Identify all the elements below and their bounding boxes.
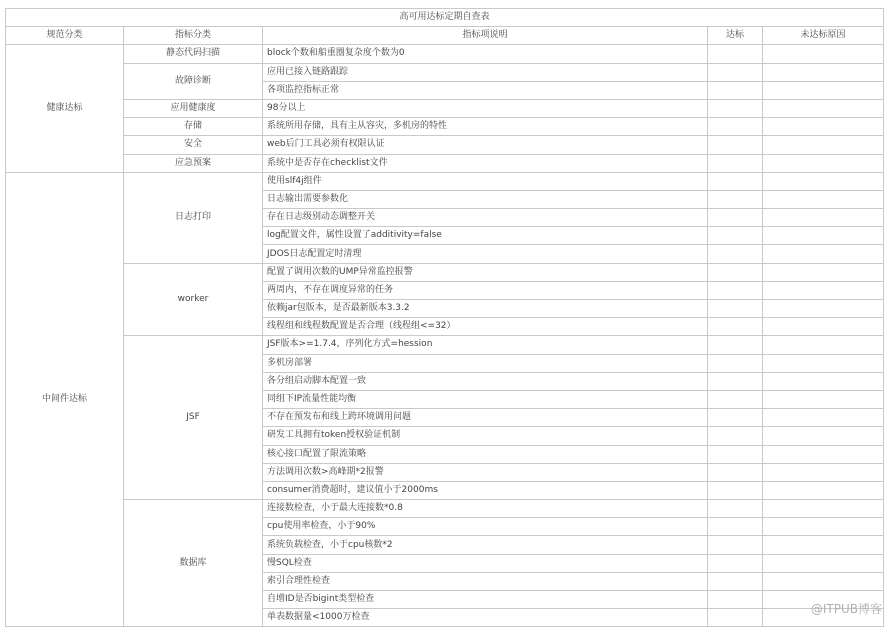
pass-cell[interactable] [708,45,763,63]
indicator-description-cell: 核心接口配置了限流策略 [263,445,708,463]
indicator-description-cell: 研发工具拥有token授权验证机制 [263,427,708,445]
indicator-description-cell: 索引合理性检查 [263,572,708,590]
pass-cell[interactable] [708,81,763,99]
pass-cell[interactable] [708,591,763,609]
indicator-description-cell: 各项监控指标正常 [263,81,708,99]
fail-reason-cell[interactable] [763,154,884,172]
pass-cell[interactable] [708,518,763,536]
indicator-description-cell: 存在日志级别动态调整开关 [263,209,708,227]
pass-cell[interactable] [708,336,763,354]
fail-reason-cell[interactable] [763,409,884,427]
indicator-description-cell: 应用已接入链路跟踪 [263,63,708,81]
fail-reason-cell[interactable] [763,536,884,554]
header-pass: 达标 [708,27,763,45]
fail-reason-cell[interactable] [763,118,884,136]
fail-reason-cell[interactable] [763,227,884,245]
indicator-description-cell: block个数和船重圈复杂度个数为0 [263,45,708,63]
indicator-category-cell: 应用健康度 [124,99,263,117]
fail-reason-cell[interactable] [763,190,884,208]
table-row [6,500,884,518]
indicator-category-cell: 日志打印 [124,172,263,263]
watermark: @ITPUB博客 [810,602,882,616]
fail-reason-cell[interactable] [763,136,884,154]
pass-cell[interactable] [708,190,763,208]
pass-cell[interactable] [708,609,763,627]
pass-cell[interactable] [708,209,763,227]
fail-reason-cell[interactable] [763,336,884,354]
pass-cell[interactable] [708,136,763,154]
indicator-description-cell: consumer消费超时，建议值小于2000ms [263,481,708,499]
fail-reason-cell[interactable] [763,518,884,536]
fail-reason-cell[interactable] [763,318,884,336]
indicator-category-cell: 存储 [124,118,263,136]
fail-reason-cell[interactable] [763,300,884,318]
indicator-description-cell: 各分组启动脚本配置一致 [263,372,708,390]
indicator-category-cell: 应急预案 [124,154,263,172]
fail-reason-cell[interactable] [763,481,884,499]
header-row [6,27,884,45]
fail-reason-cell[interactable] [763,427,884,445]
pass-cell[interactable] [708,99,763,117]
indicator-description-cell: 日志输出需要参数化 [263,190,708,208]
table-row [6,336,884,354]
indicator-category-cell: worker [124,263,263,336]
fail-reason-cell[interactable] [763,390,884,408]
header-fail-reason: 未达标原因 [763,27,884,45]
indicator-description-cell: 连接数检查，小于最大连接数*0.8 [263,500,708,518]
pass-cell[interactable] [708,500,763,518]
indicator-description-cell: 系统中是否存在checklist文件 [263,154,708,172]
self-check-table [5,8,884,627]
category-cell: 中间件达标 [6,172,124,627]
pass-cell[interactable] [708,372,763,390]
indicator-description-cell: 两周内，不存在调度异常的任务 [263,281,708,299]
fail-reason-cell[interactable] [763,81,884,99]
table-row [6,118,884,136]
pass-cell[interactable] [708,354,763,372]
pass-cell[interactable] [708,427,763,445]
indicator-description-cell: JSF版本>=1.7.4，序列化方式=hession [263,336,708,354]
indicator-description-cell: 不存在预发布和线上跨环境调用问题 [263,409,708,427]
indicator-description-cell: 自增ID是否bigint类型检查 [263,591,708,609]
indicator-description-cell: cpu使用率检查，小于90% [263,518,708,536]
fail-reason-cell[interactable] [763,372,884,390]
indicator-description-cell: 系统负载检查，小于cpu核数*2 [263,536,708,554]
fail-reason-cell[interactable] [763,263,884,281]
pass-cell[interactable] [708,245,763,263]
fail-reason-cell[interactable] [763,245,884,263]
indicator-description-cell: 同组下IP流量性能均衡 [263,390,708,408]
fail-reason-cell[interactable] [763,572,884,590]
pass-cell[interactable] [708,390,763,408]
pass-cell[interactable] [708,409,763,427]
indicator-description-cell: web后门工具必须有权限认证 [263,136,708,154]
table-row [6,263,884,281]
indicator-description-cell: 配置了调用次数的UMP异常监控报警 [263,263,708,281]
indicator-category-cell: 数据库 [124,500,263,627]
header-category: 规范分类 [6,27,124,45]
pass-cell[interactable] [708,118,763,136]
pass-cell[interactable] [708,445,763,463]
table-row [6,172,884,190]
pass-cell[interactable] [708,263,763,281]
fail-reason-cell[interactable] [763,99,884,117]
table-title: 高可用达标定期自查表 [6,9,884,27]
pass-cell[interactable] [708,572,763,590]
table-row [6,45,884,63]
indicator-description-cell: JDOS日志配置定时清理 [263,245,708,263]
indicator-description-cell: 系统所用存储，具有主从容灾，多机房的特性 [263,118,708,136]
category-cell: 健康达标 [6,45,124,172]
fail-reason-cell[interactable] [763,445,884,463]
fail-reason-cell[interactable] [763,45,884,63]
indicator-category-cell: 静态代码扫描 [124,45,263,63]
pass-cell[interactable] [708,281,763,299]
indicator-category-cell: 安全 [124,136,263,154]
fail-reason-cell[interactable] [763,281,884,299]
indicator-description-cell: 单表数据量<1000万检查 [263,609,708,627]
table-row [6,154,884,172]
indicator-description-cell: 使用slf4j组件 [263,172,708,190]
header-indicator-description: 指标项说明 [263,27,708,45]
pass-cell[interactable] [708,481,763,499]
fail-reason-cell[interactable] [763,463,884,481]
indicator-category-cell: JSF [124,336,263,500]
pass-cell[interactable] [708,536,763,554]
pass-cell[interactable] [708,463,763,481]
indicator-description-cell: 多机房部署 [263,354,708,372]
fail-reason-cell[interactable] [763,554,884,572]
table-row [6,63,884,81]
pass-cell[interactable] [708,154,763,172]
pass-cell[interactable] [708,554,763,572]
indicator-description-cell: log配置文件，属性设置了additivity=false [263,227,708,245]
fail-reason-cell[interactable] [763,63,884,81]
pass-cell[interactable] [708,227,763,245]
indicator-description-cell: 方法调用次数>高峰期*2报警 [263,463,708,481]
indicator-description-cell: 98分以上 [263,99,708,117]
indicator-category-cell: 故障诊断 [124,63,263,99]
pass-cell[interactable] [708,300,763,318]
pass-cell[interactable] [708,172,763,190]
fail-reason-cell[interactable] [763,354,884,372]
header-indicator-category: 指标分类 [124,27,263,45]
pass-cell[interactable] [708,63,763,81]
fail-reason-cell[interactable] [763,172,884,190]
indicator-description-cell: 线程组和线程数配置是否合理（线程组<=32） [263,318,708,336]
pass-cell[interactable] [708,318,763,336]
fail-reason-cell[interactable] [763,500,884,518]
table-row [6,99,884,117]
fail-reason-cell[interactable] [763,209,884,227]
table-row [6,136,884,154]
indicator-description-cell: 慢SQL检查 [263,554,708,572]
indicator-description-cell: 依赖jar包版本，是否最新版本3.3.2 [263,300,708,318]
